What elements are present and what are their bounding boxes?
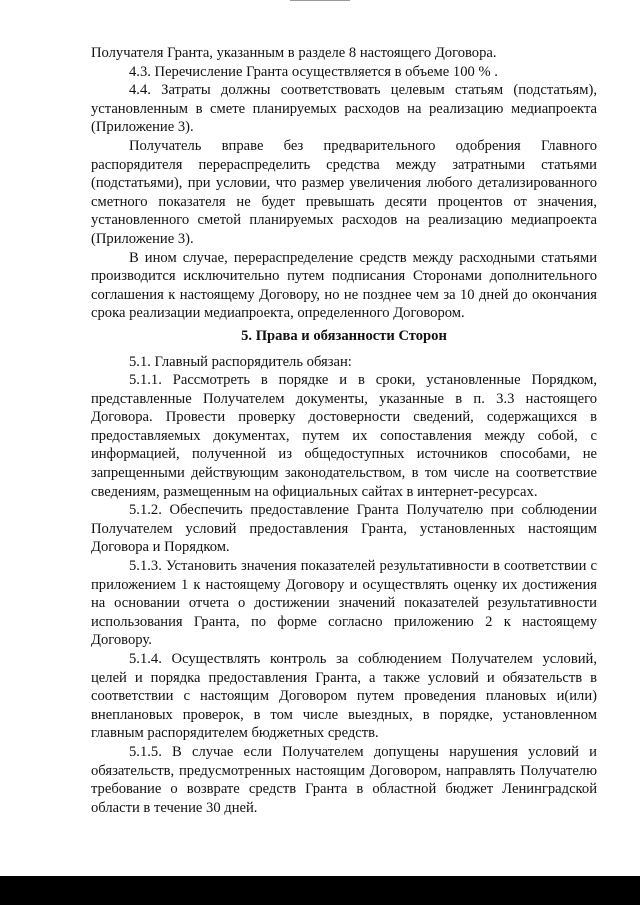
section-heading: 5. Права и обязанности Сторон bbox=[241, 327, 447, 344]
document-page bbox=[91, 44, 597, 817]
scan-top-edge-mark bbox=[290, 0, 350, 1]
paragraph: 5.1.3. Установить значения показателей результативности в соответствии с приложением 1 к настоящему Договору и осуществлять оценку их достижения на основании отчета о достижении значений показателей результативности использования Гранта, по форме согласно приложению 2 к настоящему Договору. bbox=[91, 558, 597, 649]
paragraphs-before bbox=[91, 44, 597, 323]
paragraph: В ином случае, перераспределение средств между расходными статьями производится исключительно путем подписания Сторонами дополнительного соглашения к настоящему Договору, но не позднее чем за 10 дней до окончания срока реализации медиапроекта, определенного Договором. bbox=[91, 249, 597, 322]
paragraph: 5.1. Главный распорядитель обязан: bbox=[129, 353, 352, 370]
paragraph: 5.1.1. Рассмотреть в порядке и в сроки, установленные Порядком, представленные Получателем документы, указанные в п. 3.3 настоящего Договора. Провести проверку достоверности сведений, содержащихся в предоставляемых документах, путем их сопоставления между собой, с информацией, полученной из общедоступных источников способами, не запрещенными действующим законодательством, в том числе на соответствие сведениям, размещенным на официальных сайтах в интернет-ресурсах. bbox=[91, 372, 597, 500]
paragraph: 4.3. Перечисление Гранта осуществляется в объеме 100 % . bbox=[129, 63, 498, 80]
paragraph: Получатель вправе без предварительного одобрения Главного распорядителя перераспределить средства между затратными статьями (подстатьями), при условии, что размер увеличения любого детализированного сметного показателя не будет превышать десяти процентов от значения, установленного сметой планируемых расходов на реализацию медиапроекта (Приложение 3). bbox=[91, 137, 597, 247]
paragraph: 5.1.2. Обеспечить предоставление Гранта Получателю при соблюдении Получателем условий предоставления Гранта, установленных настоящим Договора и Порядком. bbox=[91, 502, 597, 556]
paragraph: Получателя Гранта, указанным в разделе 8 настоящего Договора. bbox=[91, 45, 497, 61]
paragraph: 5.1.5. В случае если Получателем допущены нарушения условий и обязательств, предусмотренных настоящим Договором, направлять Получателю требование о возврате средств Гранта в областной бюджет Ленинградской области в течение 30 дней. bbox=[91, 743, 597, 816]
paragraph: 5.1.4. Осуществлять контроль за соблюдением Получателем условий, целей и порядка предоставления Гранта, а также условий и обязательств в соответствии с настоящим Договором путем проведения плановых и(или) внеплановых проверок, в том числе выездных, в порядке, установленном главным распорядителем бюджетных средств. bbox=[91, 651, 597, 742]
paragraph: 4.4. Затраты должны соответствовать целевым статьям (подстатьям), установленным в смете планируемых расходов на реализацию медиапроекта (Приложение 3). bbox=[91, 82, 597, 136]
paragraphs-after bbox=[91, 353, 597, 818]
scan-bottom-edge bbox=[0, 876, 640, 905]
